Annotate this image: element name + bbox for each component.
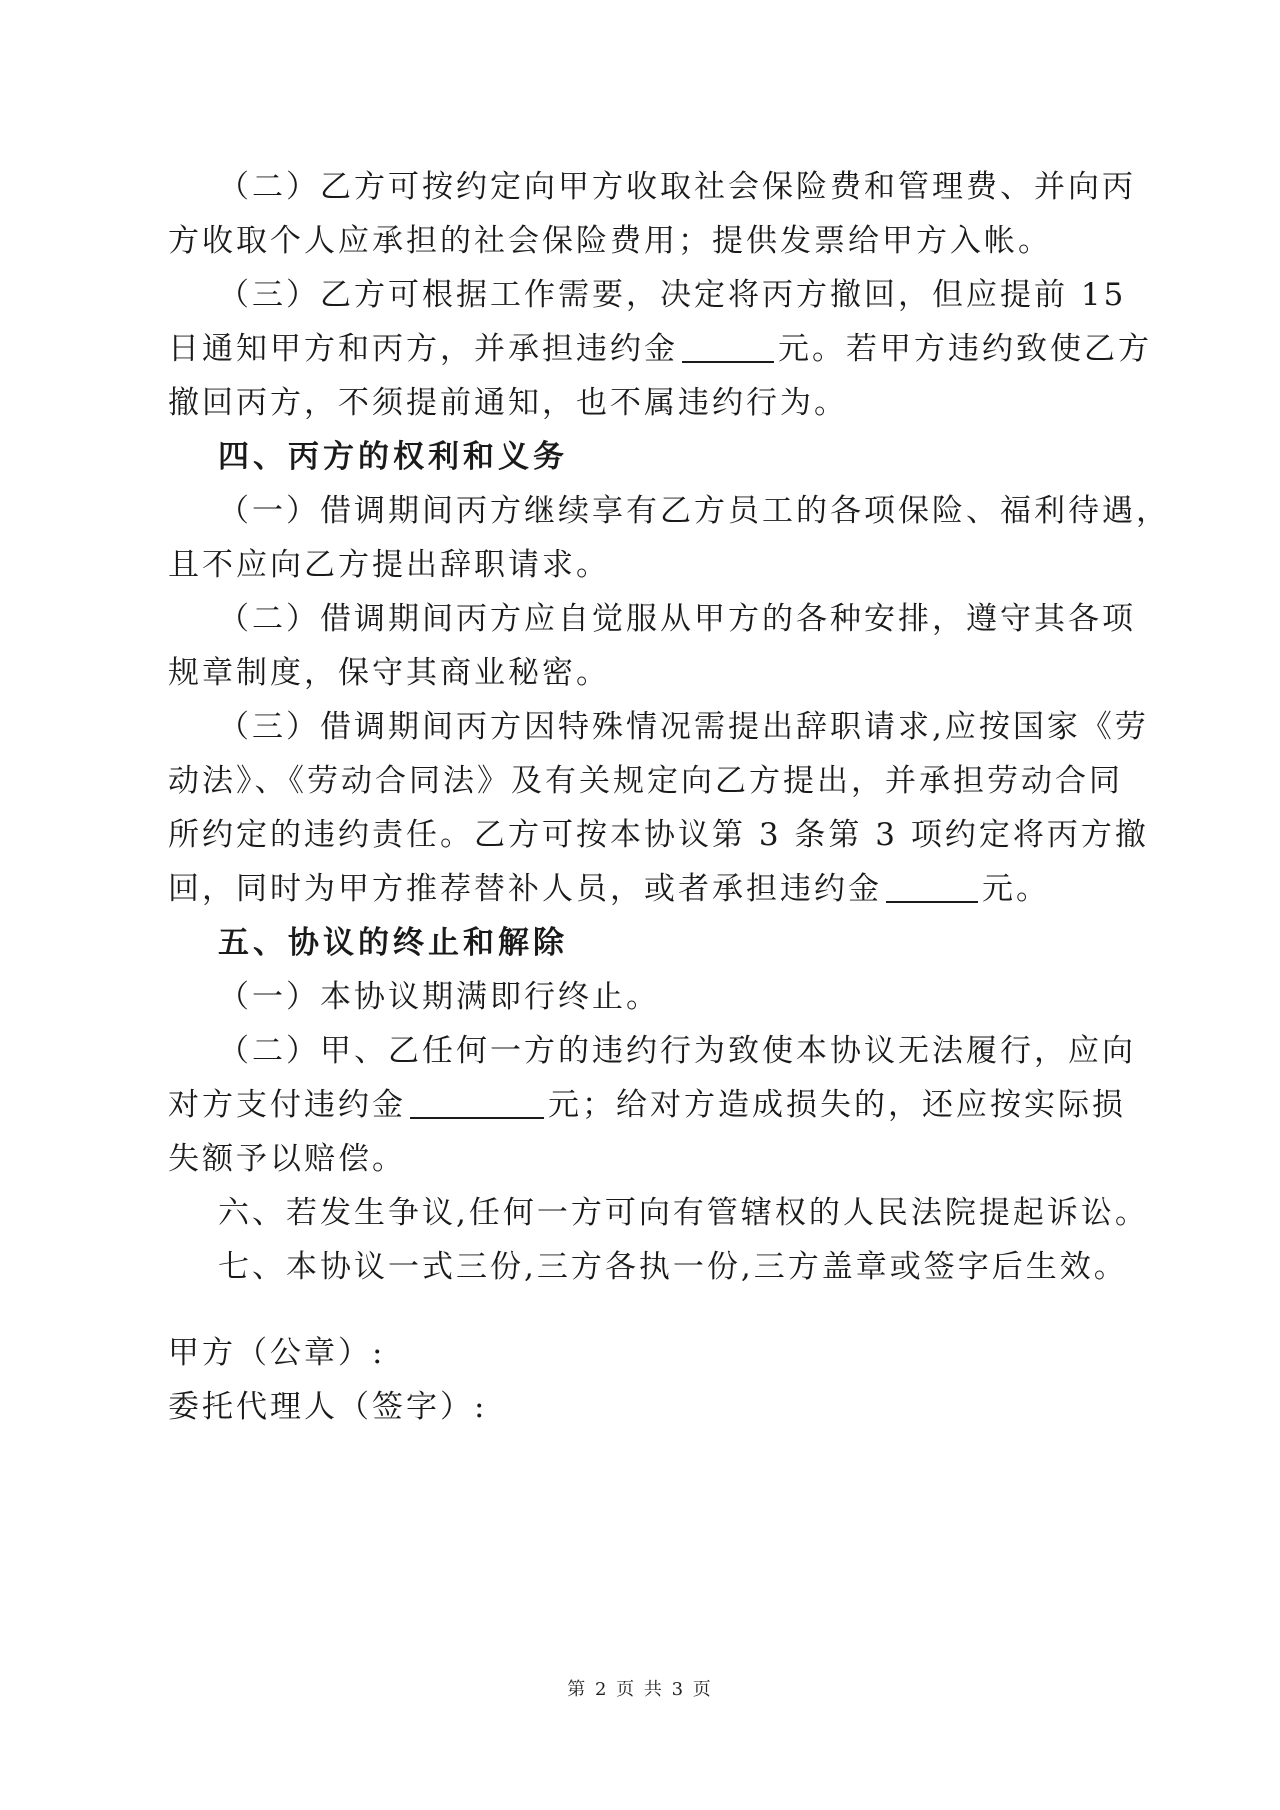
- paragraph-5-1: （一）本协议期满即行终止。: [218, 979, 660, 1015]
- spacer: [168, 1294, 1124, 1326]
- text-segment: 元。: [982, 871, 1050, 907]
- paragraph-3-3-line-1: （三）乙方可根据工作需要，决定将丙方撤回，但应提前 15: [218, 277, 1127, 313]
- agent-signature-label: 委托代理人（签字）:: [168, 1389, 488, 1425]
- fill-in-blank: [682, 325, 774, 363]
- paragraph-3-2-line-2: 方收取个人应承担的社会保险费用；提供发票给甲方入帐。: [168, 223, 1052, 259]
- paragraph-5-2-line-1: （二）甲、乙任何一方的违约行为致使本协议无法履行，应向: [218, 1033, 1136, 1069]
- paragraph-4-3-line-3: 所约定的违约责任。乙方可按本协议第 3 条第 3 项约定将丙方撤: [168, 817, 1149, 853]
- paragraph-4-2-line-1: （二）借调期间丙方应自觉服从甲方的各种安排，遵守其各项: [218, 601, 1136, 637]
- clause-6: 六、若发生争议,任何一方可向有管辖权的人民法院提起诉讼。: [218, 1195, 1149, 1231]
- document-body: [168, 160, 1170, 1434]
- paragraph-4-3-line-2: 动法》、《劳动合同法》及有关规定向乙方提出，并承担劳动合同: [168, 763, 1123, 799]
- paragraph-3-3-line-3: 撤回丙方，不须提前通知，也不属违约行为。: [168, 385, 848, 421]
- fill-in-blank: [886, 865, 978, 903]
- clause-7: 七、本协议一式三份,三方各执一份,三方盖章或签字后生效。: [218, 1249, 1128, 1285]
- fill-in-blank: [410, 1081, 544, 1119]
- section-heading-4: 四、丙方的权利和义务: [218, 439, 568, 475]
- paragraph-3-2-line-1: （二）乙方可按约定向甲方收取社会保险费和管理费、并向丙: [218, 169, 1136, 205]
- paragraph-4-3-line-4: [168, 862, 1124, 916]
- section-heading-5: 五、协议的终止和解除: [218, 925, 568, 961]
- paragraph-5-2-line-2: [168, 1078, 1124, 1132]
- text-segment: 回，同时为甲方推荐替补人员，或者承担违约金: [168, 871, 882, 907]
- text-segment: 元；给对方造成损失的，还应按实际损: [548, 1087, 1126, 1123]
- text-segment: 日通知甲方和丙方，并承担违约金: [168, 331, 678, 367]
- paragraph-4-1-line-1: （一）借调期间丙方继续享有乙方员工的各项保险、福利待遇，: [218, 493, 1170, 529]
- page-number-footer: 第 2 页 共 3 页: [567, 1679, 713, 1700]
- paragraph-3-3-line-2: [168, 322, 1152, 376]
- text-segment: 对方支付违约金: [168, 1087, 406, 1123]
- paragraph-4-2-line-2: 规章制度，保守其商业秘密。: [168, 655, 610, 691]
- paragraph-4-1-line-2: 且不应向乙方提出辞职请求。: [168, 547, 610, 583]
- paragraph-4-3-line-1: （三）借调期间丙方因特殊情况需提出辞职请求,应按国家《劳: [218, 709, 1149, 745]
- party-a-seal-label: 甲方（公章）:: [168, 1335, 386, 1371]
- text-segment: 元。若甲方违约致使乙方: [778, 331, 1152, 367]
- paragraph-5-2-line-3: 失额予以赔偿。: [168, 1141, 406, 1177]
